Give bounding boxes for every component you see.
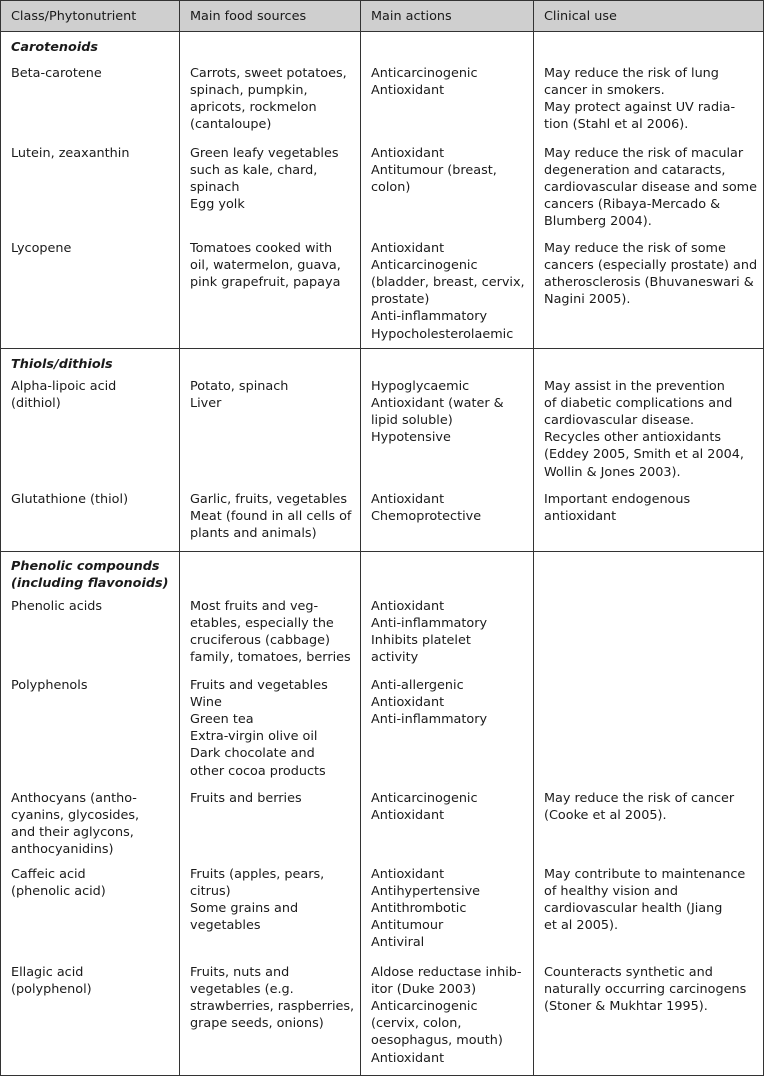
cell-text-line: (Cooke et al 2005). [544, 807, 667, 823]
cell-text-line: Fruits and vegetables [190, 677, 328, 693]
table-row [1, 143, 764, 238]
group-empty-cell [180, 349, 361, 378]
cell-text-line: May reduce the risk of lung [544, 65, 719, 81]
cell-text-line: Wine [190, 694, 222, 710]
cell-text-line: Fruits, nuts and [190, 964, 290, 980]
cell-text-line: Wollin & Jones 2003). [544, 464, 681, 480]
row-name-cell [1, 864, 180, 962]
cell-text-line: spinach, pumpkin, [190, 82, 308, 98]
cell-text-line: Ellagic acid [11, 964, 84, 980]
cell-text-line: Hypoglycaemic [371, 378, 470, 394]
row-name-cell [1, 790, 180, 864]
header-class: Class/Phytonutrient [1, 1, 180, 32]
table-row [1, 790, 764, 864]
cell-text-line: activity [371, 650, 419, 666]
cell-text-line: Counteracts synthetic and [544, 964, 713, 980]
cell-text-line: oil, watermelon, guava, [190, 257, 341, 273]
cell-text-line: May contribute to maintenance [544, 866, 746, 882]
cell-text-line: Aldose reductase inhib- [371, 964, 522, 980]
table-row [1, 238, 764, 349]
cell-text-line: vegetables [190, 918, 261, 934]
cell-text-line: Potato, spinach [190, 378, 289, 394]
row-clinical-use-cell [534, 598, 764, 677]
cell-text-line: prostate) [371, 292, 430, 308]
table-row [1, 598, 764, 677]
row-clinical-use-cell [534, 378, 764, 491]
cell-text-line: apricots, rockmelon [190, 99, 317, 115]
cell-text-line: Anti-allergenic [371, 677, 464, 693]
cell-text-line: Anthocyans (antho- [11, 790, 137, 806]
row-main-actions-cell [361, 598, 534, 677]
table-row [1, 677, 764, 790]
cell-text-line: Antihypertensive [371, 883, 481, 899]
cell-text-line: other cocoa products [190, 763, 326, 779]
group-title-cell [1, 349, 180, 378]
cell-text-line: Anticarcinogenic [371, 998, 478, 1014]
group-empty-cell [534, 552, 764, 598]
cell-text-line: Dark chocolate and [190, 746, 315, 762]
row-name-cell [1, 378, 180, 491]
cell-text-line: Liver [190, 395, 222, 411]
cell-text-line: cruciferous (cabbage) [190, 632, 330, 648]
row-name-cell [1, 491, 180, 552]
row-main-actions-cell [361, 677, 534, 790]
cell-text-line: etables, especially the [190, 615, 334, 631]
group-header-row [1, 349, 764, 378]
cell-text-line: et al 2005). [544, 918, 619, 934]
cell-text-line: Antioxidant [371, 1050, 445, 1066]
cell-text-line: Antithrombotic [371, 900, 467, 916]
cell-text-line: anthocyanidins) [11, 842, 114, 858]
row-main-actions-cell [361, 143, 534, 238]
cell-text-line: Fruits and berries [190, 790, 302, 806]
cell-text-line: Anticarcinogenic [371, 65, 478, 81]
row-name-cell [1, 962, 180, 1076]
cell-text-line: strawberries, raspberries, [190, 998, 355, 1014]
cell-text-line: oesophagus, mouth) [371, 1033, 503, 1049]
cell-text-line: Fruits (apples, pears, [190, 866, 325, 882]
cell-text-line: Polyphenols [11, 677, 88, 693]
cell-text-line: Antioxidant [371, 598, 445, 614]
cell-text-line: tion (Stahl et al 2006). [544, 117, 689, 133]
cell-text-line: Recycles other antioxidants [544, 430, 722, 446]
cell-text-line: Green leafy vegetables [190, 145, 339, 161]
row-food-sources-cell [180, 790, 361, 864]
row-food-sources-cell [180, 864, 361, 962]
group-empty-cell [361, 32, 534, 65]
cell-text-line: family, tomatoes, berries [190, 650, 351, 666]
cell-text-line: Anti-inflammatory [371, 309, 488, 325]
row-name-cell [1, 65, 180, 143]
group-empty-cell [534, 32, 764, 65]
row-clinical-use-cell [534, 864, 764, 962]
cell-text-line: Inhibits platelet [371, 632, 471, 648]
cell-text-line: Caffeic acid [11, 866, 86, 882]
cell-text-line: Phenolic acids [11, 598, 103, 614]
row-main-actions-cell [361, 864, 534, 962]
cell-text-line: Hypocholesterolaemic [371, 326, 514, 342]
header-food-sources: Main food sources [180, 1, 361, 32]
cell-text-line: cancers (Ribaya-Mercado & [544, 197, 721, 213]
row-food-sources-cell [180, 238, 361, 349]
row-food-sources-cell [180, 491, 361, 552]
cell-text-line: and their aglycons, [11, 824, 134, 840]
table-row [1, 864, 764, 962]
group-title-cell [1, 32, 180, 65]
cell-text-line: Green tea [190, 711, 254, 727]
group-empty-cell [180, 32, 361, 65]
group-empty-cell [534, 349, 764, 378]
row-clinical-use-cell [534, 143, 764, 238]
row-food-sources-cell [180, 65, 361, 143]
row-food-sources-cell [180, 378, 361, 491]
row-main-actions-cell [361, 790, 534, 864]
cell-text-line: itor (Duke 2003) [371, 981, 477, 997]
cell-text-line: Antioxidant [371, 694, 445, 710]
row-main-actions-cell [361, 491, 534, 552]
cell-text-line: (phenolic acid) [11, 883, 106, 899]
cell-text-line: Anticarcinogenic [371, 790, 478, 806]
cell-text-line: Lutein, zeaxanthin [11, 145, 130, 161]
cell-text-line: lipid soluble) [371, 412, 453, 428]
cell-text-line: Most fruits and veg- [190, 598, 319, 614]
group-title: Thiols/dithiols [11, 357, 113, 372]
cell-text-line: Antiviral [371, 935, 425, 951]
cell-text-line: Anti-inflammatory [371, 711, 488, 727]
row-clinical-use-cell [534, 962, 764, 1076]
cell-text-line: Antioxidant [371, 807, 445, 823]
header-clinical-use: Clinical use [534, 1, 764, 32]
cell-text-line: (cervix, colon, [371, 1016, 462, 1032]
row-clinical-use-cell [534, 491, 764, 552]
cell-text-line: cancers (especially prostate) and [544, 257, 758, 273]
cell-text-line: Antioxidant [371, 491, 445, 507]
table-row [1, 491, 764, 552]
cell-text-line: Meat (found in all cells of [190, 508, 352, 524]
cell-text-line: May reduce the risk of macular [544, 145, 744, 161]
table-body [1, 32, 764, 1076]
cell-text-line: Antioxidant [371, 145, 445, 161]
group-header-row [1, 32, 764, 65]
table-header-row [1, 1, 764, 32]
cell-text-line: of healthy vision and [544, 883, 678, 899]
cell-text-line: May protect against UV radia- [544, 99, 736, 115]
cell-text-line: Nagini 2005). [544, 292, 631, 308]
cell-text-line: Anti-inflammatory [371, 615, 488, 631]
cell-text-line: pink grapefruit, papaya [190, 274, 341, 290]
table-row [1, 962, 764, 1076]
row-clinical-use-cell [534, 65, 764, 143]
cell-text-line: (polyphenol) [11, 981, 92, 997]
cell-text-line: Chemoprotective [371, 508, 482, 524]
cell-text-line: Alpha-lipoic acid [11, 378, 117, 394]
cell-text-line: of diabetic complications and [544, 395, 733, 411]
header-main-actions: Main actions [361, 1, 534, 32]
group-empty-cell [361, 552, 534, 598]
cell-text-line: Antioxidant [371, 82, 445, 98]
table-row [1, 378, 764, 491]
row-name-cell [1, 677, 180, 790]
row-main-actions-cell [361, 378, 534, 491]
cell-text-line: Antioxidant [371, 866, 445, 882]
cell-text-line: cardiovascular disease and some [544, 179, 758, 195]
cell-text-line: (cantaloupe) [190, 117, 272, 133]
cell-text-line: Beta-carotene [11, 65, 102, 81]
cell-text-line: (Eddey 2005, Smith et al 2004, [544, 447, 744, 463]
group-empty-cell [361, 349, 534, 378]
cell-text-line: (dithiol) [11, 395, 61, 411]
cell-text-line: Lycopene [11, 240, 72, 256]
cell-text-line: degeneration and cataracts, [544, 162, 726, 178]
cell-text-line: cardiovascular health (Jiang [544, 900, 723, 916]
row-name-cell [1, 598, 180, 677]
table-row [1, 65, 764, 143]
row-food-sources-cell [180, 143, 361, 238]
row-food-sources-cell [180, 598, 361, 677]
cell-text-line: plants and animals) [190, 525, 317, 541]
cell-text-line: May reduce the risk of cancer [544, 790, 735, 806]
cell-text-line: Antitumour (breast, [371, 162, 497, 178]
group-title-cell [1, 552, 180, 598]
cell-text-line: May assist in the prevention [544, 378, 725, 394]
cell-text-line: Extra-virgin olive oil [190, 729, 318, 745]
group-title: Carotenoids [11, 40, 98, 55]
cell-text-line: Egg yolk [190, 197, 245, 213]
cell-text-line: Important endogenous [544, 491, 691, 507]
cell-text-line: naturally occurring carcinogens [544, 981, 747, 997]
group-header-row [1, 552, 764, 598]
row-clinical-use-cell [534, 238, 764, 349]
cell-text-line: grape seeds, onions) [190, 1016, 324, 1032]
cell-text-line: colon) [371, 179, 411, 195]
group-title: (including flavonoids) [11, 576, 169, 592]
cell-text-line: May reduce the risk of some [544, 240, 726, 256]
group-empty-cell [180, 552, 361, 598]
row-name-cell [1, 238, 180, 349]
cell-text-line: Antitumour [371, 918, 444, 934]
cell-text-line: (bladder, breast, cervix, [371, 274, 525, 290]
cell-text-line: cardiovascular disease. [544, 412, 695, 428]
cell-text-line: Hypotensive [371, 430, 451, 446]
cell-text-line: (Stoner & Mukhtar 1995). [544, 998, 708, 1014]
row-main-actions-cell [361, 65, 534, 143]
cell-text-line: Blumberg 2004). [544, 214, 652, 230]
row-clinical-use-cell [534, 790, 764, 864]
row-clinical-use-cell [534, 677, 764, 790]
cell-text-line: Tomatoes cooked with [190, 240, 333, 256]
row-food-sources-cell [180, 677, 361, 790]
row-main-actions-cell [361, 238, 534, 349]
row-food-sources-cell [180, 962, 361, 1076]
row-name-cell [1, 143, 180, 238]
cell-text-line: such as kale, chard, [190, 162, 318, 178]
cell-text-line: antioxidant [544, 508, 617, 524]
cell-text-line: Glutathione (thiol) [11, 491, 129, 507]
cell-text-line: Antioxidant (water & [371, 395, 504, 411]
cell-text-line: cancer in smokers. [544, 82, 665, 98]
cell-text-line: cyanins, glycosides, [11, 807, 140, 823]
cell-text-line: atherosclerosis (Bhuvaneswari & [544, 274, 754, 290]
cell-text-line: vegetables (e.g. [190, 981, 294, 997]
cell-text-line: Anticarcinogenic [371, 257, 478, 273]
cell-text-line: citrus) [190, 883, 231, 899]
cell-text-line: Garlic, fruits, vegetables [190, 491, 348, 507]
cell-text-line: Antioxidant [371, 240, 445, 256]
row-main-actions-cell [361, 962, 534, 1076]
group-title: Phenolic compounds [11, 559, 160, 574]
cell-text-line: Some grains and [190, 900, 299, 916]
cell-text-line: spinach [190, 179, 240, 195]
cell-text-line: Carrots, sweet potatoes, [190, 65, 347, 81]
